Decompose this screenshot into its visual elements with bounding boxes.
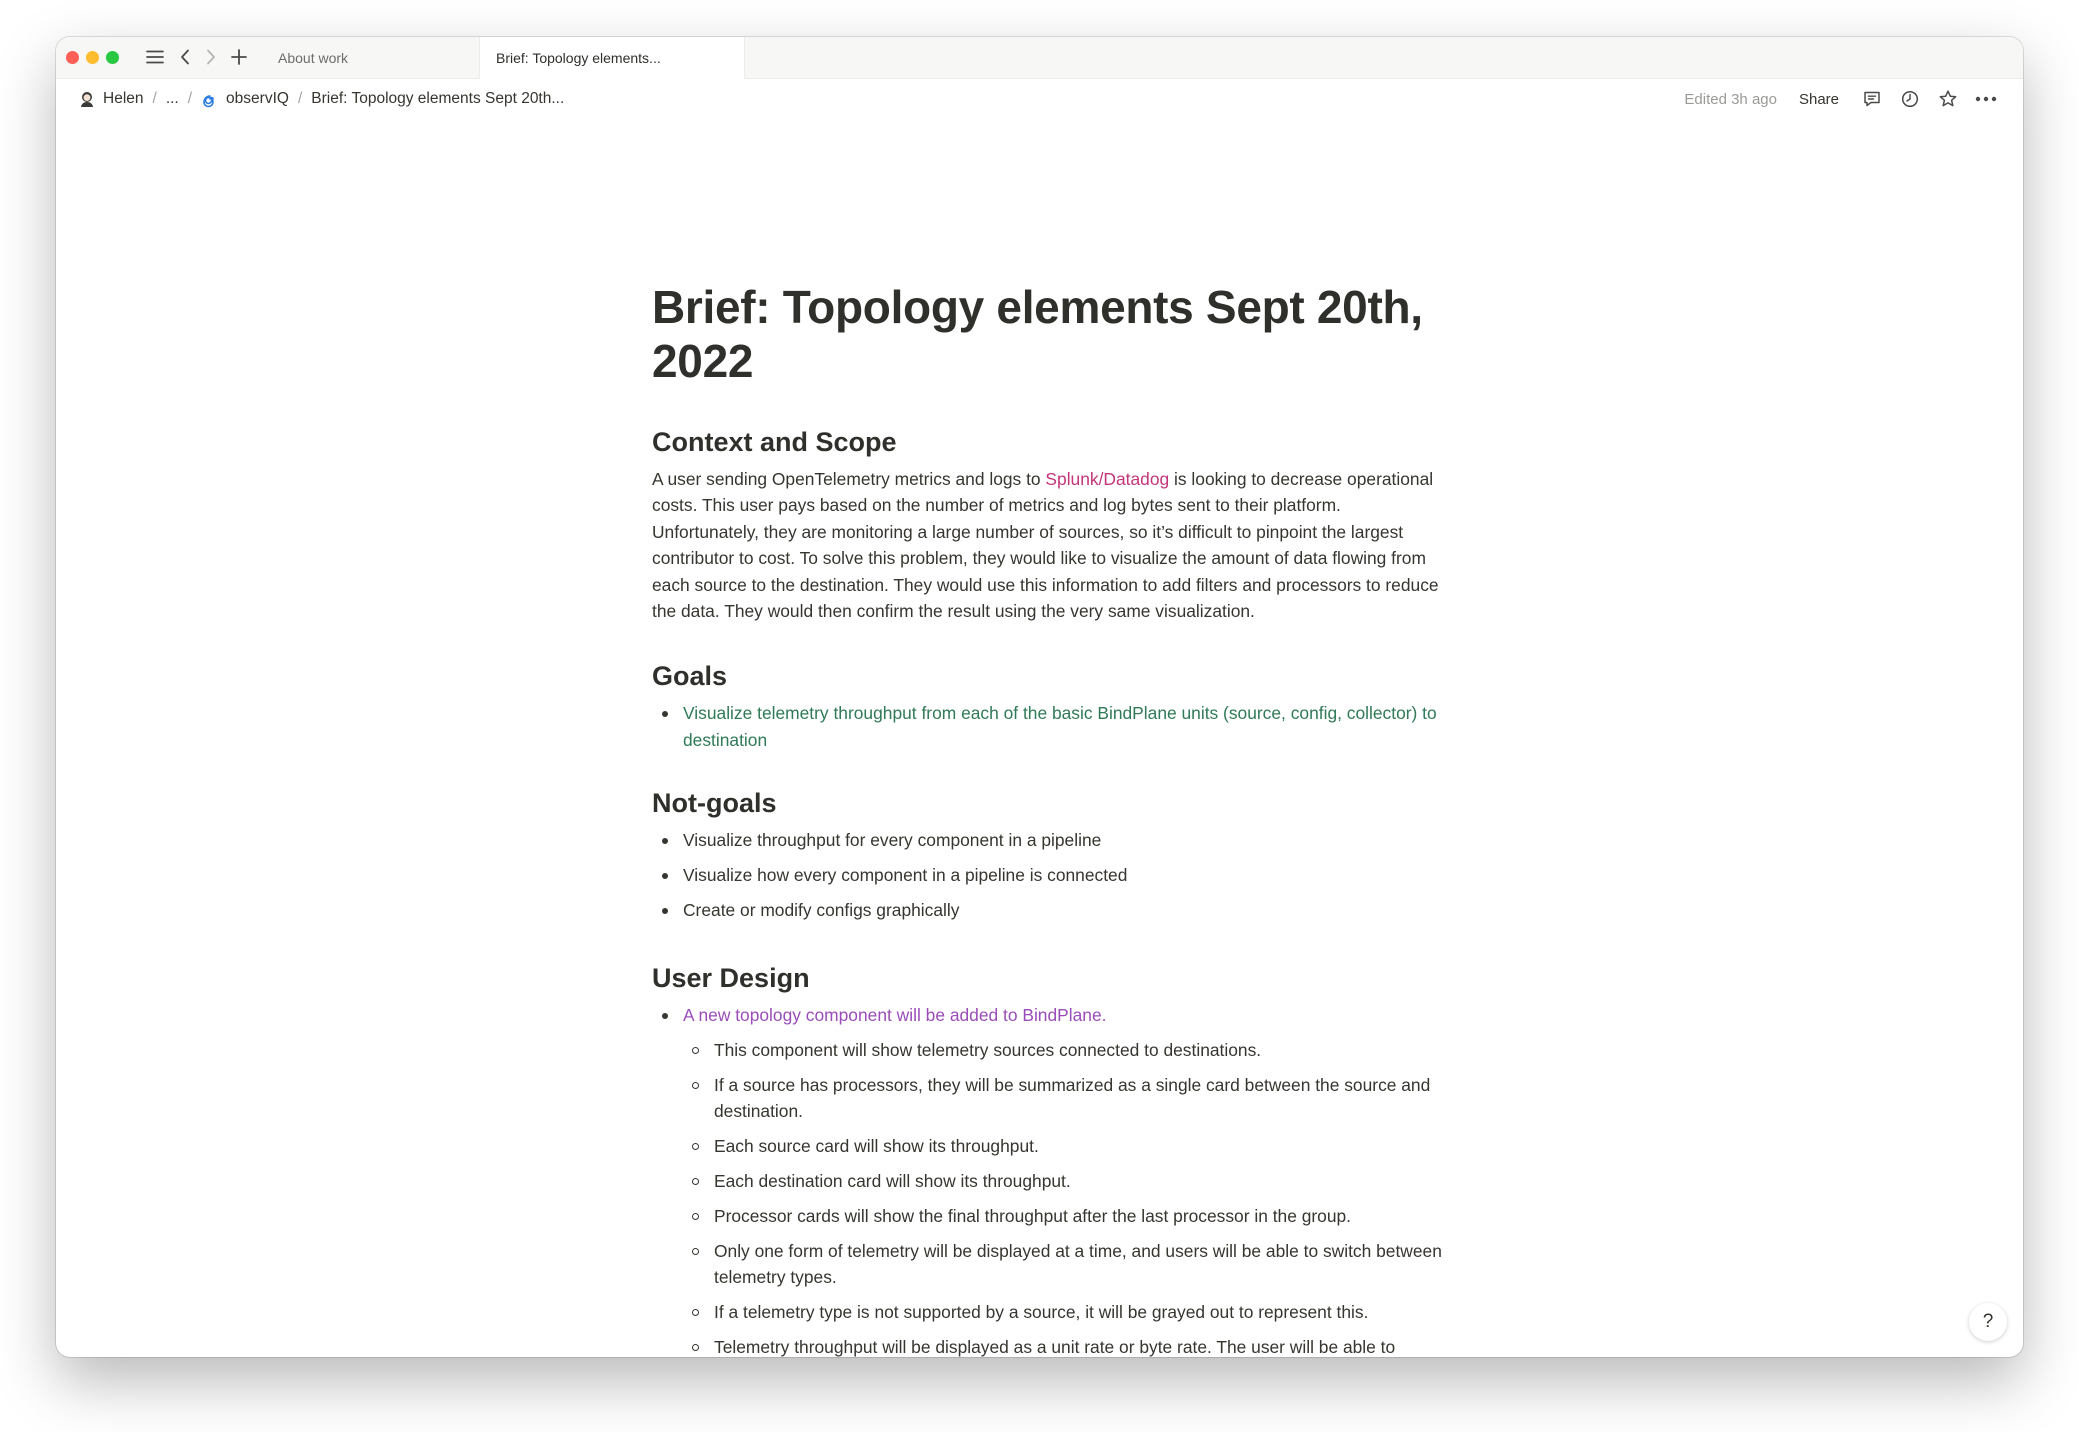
more-options-icon[interactable] [1967, 84, 2005, 114]
spiral-logo-icon [201, 90, 219, 108]
heading-not-goals[interactable]: Not-goals [652, 788, 777, 819]
breadcrumb-user-label: Helen [103, 90, 144, 107]
not-goal-item[interactable]: Visualize how every component in a pipeline is connected [652, 862, 1442, 888]
breadcrumb-separator: / [297, 90, 303, 107]
history-clock-icon[interactable] [1891, 84, 1929, 114]
document-content [652, 120, 1442, 1357]
back-arrow-icon[interactable] [172, 43, 198, 71]
breadcrumb-separator: / [152, 90, 157, 107]
breadcrumb-current-page[interactable]: Brief: Topology elements Sept 20th... [311, 90, 565, 107]
new-tab-plus-icon[interactable] [224, 43, 254, 71]
close-window-button[interactable] [66, 51, 79, 64]
comments-icon[interactable] [1853, 84, 1891, 114]
tab-brief-topology[interactable] [479, 37, 745, 79]
page-title[interactable]: Brief: Topology elements Sept 20th, 2022 [652, 281, 1423, 387]
user-design-subitem[interactable]: Each destination card will show its throughput. [652, 1168, 1442, 1194]
breadcrumb-workspace-label: observIQ [226, 90, 289, 107]
breadcrumb-ellipsis[interactable]: ... [165, 90, 179, 107]
not-goals-list [652, 827, 1442, 923]
splunk-datadog-link[interactable]: Splunk/Datadog [1045, 469, 1170, 489]
tab-about-work[interactable] [262, 37, 507, 78]
heading-context-and-scope[interactable]: Context and Scope [652, 427, 897, 457]
not-goal-item[interactable]: Create or modify configs graphically [652, 897, 1442, 923]
header-actions [1684, 78, 2005, 120]
tab-label: Brief: Topology elements... [496, 50, 661, 66]
share-button[interactable]: Share [1798, 90, 1839, 108]
help-button[interactable]: ? [1969, 1303, 2007, 1341]
context-text-end: is looking to decrease operational costs. This user pays based on the number of metrics and log bytes sent to their platform. Unfortunately, they are monitoring a large number of sources, so it’s difficult to pinpoint the largest contributor to cost. To solve this problem, they would like to visualize the amount of data flowing from each source to the destination. They would use this information to add filters and processors to reduce the data. They would then confirm the result using the very same visualization. [652, 469, 1439, 622]
forward-arrow-icon[interactable] [198, 43, 224, 71]
not-goal-item[interactable]: Visualize throughput for every component in a pipeline [652, 827, 1442, 853]
user-avatar-icon [78, 90, 96, 108]
sidebar-menu-icon[interactable] [140, 43, 170, 71]
user-design-list [652, 1002, 1442, 1357]
breadcrumb [78, 78, 564, 120]
app-window [56, 37, 2023, 1357]
heading-goals[interactable]: Goals [652, 661, 728, 692]
goal-item[interactable]: Visualize telemetry throughput from each of the basic BindPlane units (source, config, collector) to destination [652, 700, 1442, 753]
context-text-start: A user sending OpenTelemetry metrics and logs to [652, 469, 1046, 489]
user-design-subitem[interactable]: Telemetry throughput will be displayed as a unit rate or byte rate. The user will be able to [652, 1334, 1442, 1357]
edited-timestamp: Edited 3h ago [1684, 90, 1777, 108]
minimize-window-button[interactable] [86, 51, 99, 64]
user-design-subitem[interactable]: If a telemetry type is not supported by a source, it will be grayed out to represent this. [652, 1299, 1442, 1325]
breadcrumb-separator: / [187, 90, 193, 107]
user-design-subitem[interactable]: This component will show telemetry sources connected to destinations. [652, 1037, 1442, 1063]
tab-label: About work [278, 49, 349, 66]
goals-list [652, 700, 1442, 753]
user-design-item[interactable]: A new topology component will be added to BindPlane. [652, 1002, 1442, 1028]
tab-bar [56, 37, 2023, 79]
context-paragraph[interactable] [652, 466, 1442, 624]
user-design-subitem[interactable]: Processor cards will show the final throughput after the last processor in the group. [652, 1203, 1442, 1229]
user-design-subitem[interactable]: Each source card will show its throughput. [652, 1133, 1442, 1159]
user-design-subitem[interactable]: If a source has processors, they will be summarized as a single card between the source and destination. [652, 1072, 1442, 1125]
heading-user-design[interactable]: User Design [652, 962, 810, 993]
favorite-star-icon[interactable] [1929, 84, 1967, 114]
page-header-bar [56, 78, 2023, 120]
breadcrumb-workspace[interactable] [201, 90, 289, 108]
user-design-subitem[interactable]: Only one form of telemetry will be displayed at a time, and users will be able to switch between telemetry types. [652, 1238, 1442, 1291]
zoom-window-button[interactable] [106, 51, 119, 64]
breadcrumb-user[interactable] [78, 90, 144, 108]
